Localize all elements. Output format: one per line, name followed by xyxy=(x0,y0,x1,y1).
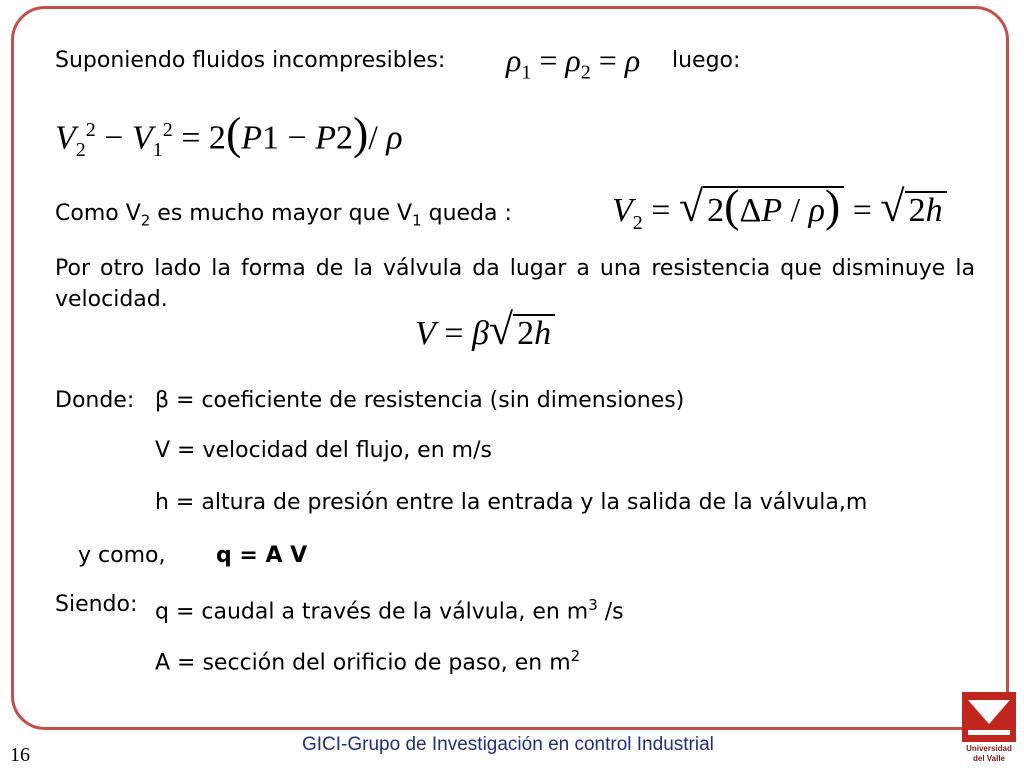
area-definition: A = sección del orificio de paso, en $m^2$ xyxy=(155,647,581,676)
donde-label: Donde: xyxy=(55,388,135,413)
como-line: Como $V_2$ es mucho mayor que $V_1$ queda : xyxy=(55,201,512,230)
siendo-label: Siendo: xyxy=(55,592,138,617)
resistance-velocity-equation: V = β√ 2h xyxy=(415,310,555,354)
resistance-paragraph: Por otro lado la forma de la válvula da lugar a una resistencia que disminuye la velocidad. xyxy=(55,256,975,312)
density-equation: $\rho_1 = \rho_2 = \rho$ xyxy=(506,42,641,84)
height-definition: h = altura de presión entre la entrada y la salida de la válvula,m xyxy=(155,490,868,515)
page-number: 16 xyxy=(10,744,30,766)
logo-emblem-icon xyxy=(960,690,1018,744)
velocity-definition: V = velocidad del flujo, en m/s xyxy=(155,438,492,463)
flow-formula: q = A V xyxy=(216,543,308,568)
velocity-equation: $V_2$ = √ 2(ΔP / ρ) = √ 2h xyxy=(612,186,947,243)
ycomo-text: y como, xyxy=(78,543,166,568)
intro-luego: luego: xyxy=(672,48,741,73)
footer-text: GICI-Grupo de Investigación en control Industrial xyxy=(302,734,714,755)
logo-text: Universidad del Valle xyxy=(966,744,1012,763)
bernoulli-equation: $V_2^2 - V_1^2 = 2(P1 - P2)/$ ρ xyxy=(55,107,403,162)
flow-definition: q = caudal a través de la válvula, en $m^3$ /s xyxy=(155,596,624,625)
beta-definition: β = coeficiente de resistencia (sin dimensiones) xyxy=(155,388,685,413)
university-logo xyxy=(960,690,1018,768)
intro-text: Suponiendo fluidos incompresibles: xyxy=(55,48,446,73)
